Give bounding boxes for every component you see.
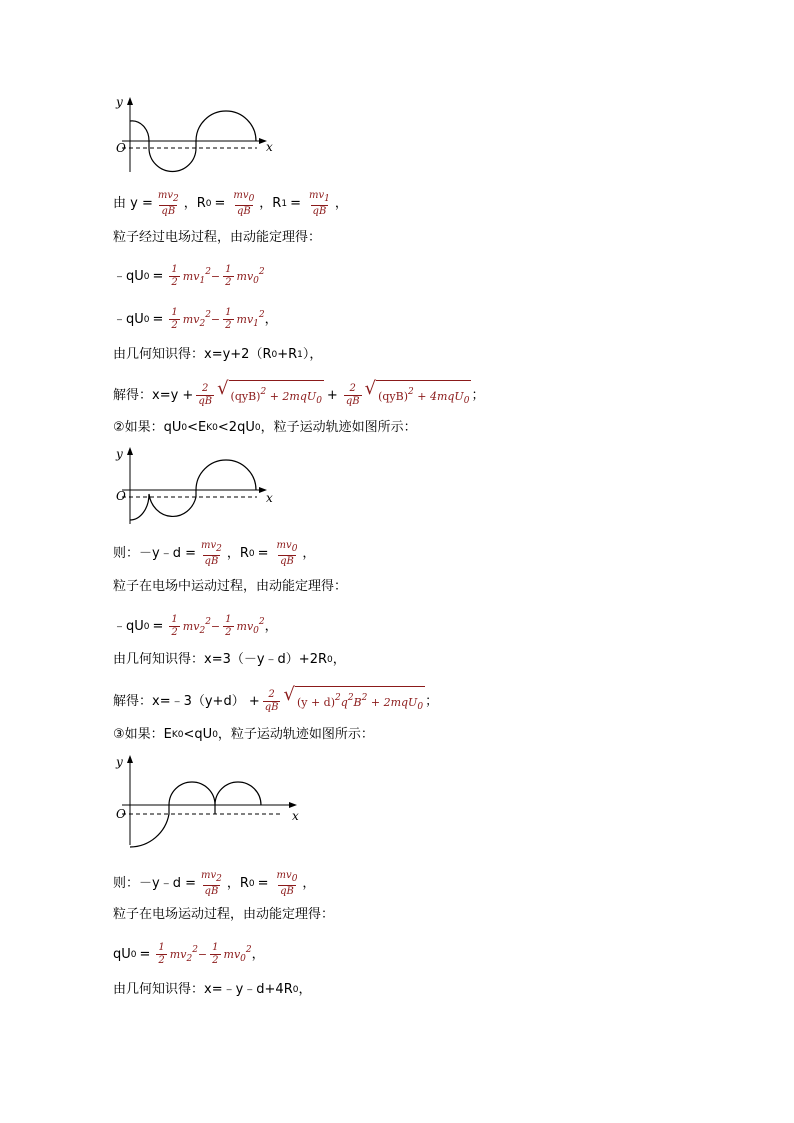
y-axis-label: y — [116, 95, 123, 109]
trajectory-diagram-1 — [112, 94, 282, 180]
solution-2: 解得：x=﹣3（y+d） + $\frac{2}{qB}$ √ $(y + d)^2q^2B^2 + 2mqU_0$ ； — [113, 686, 438, 717]
x-axis-label: x — [292, 809, 299, 823]
paragraph-energy-2: 粒子在电场中运动过程，由动能定理得： — [113, 579, 348, 594]
origin-label: O — [116, 141, 126, 155]
equation-energy-2: ﹣qU 0 = $\frac{1}{2}$ $mv_2^2-$ $\frac{1}{2}$ $mv_0^2$ ， — [113, 614, 278, 638]
x-axis-label: x — [266, 140, 273, 154]
y-axis-label: y — [116, 755, 123, 769]
case-3-heading: ③如果：E K0 <qU 0 ，粒子运动轨迹如图所示： — [113, 727, 374, 742]
x-axis-label: x — [266, 491, 273, 505]
text: 由 y = — [113, 196, 153, 211]
paragraph-energy-1: 粒子经过电场过程，由动能定理得： — [113, 230, 322, 245]
geometry-relation-3: 由几何知识得：x=﹣y﹣d+4R 0 ， — [113, 982, 312, 997]
trajectory-diagram-3 — [112, 750, 312, 850]
fraction: $\frac{mv0}{qB}$ — [233, 190, 255, 217]
case-2-heading: ②如果：qU 0 <E K0 <2qU 0 ，粒子运动轨迹如图所示： — [113, 420, 417, 435]
trajectory-figure-3 — [112, 750, 312, 854]
equation-energy-3: qU 0 = $\frac{1}{2}$ $mv_2^2-$ $\frac{1}{2}$ $mv_0^2$ ， — [113, 942, 265, 966]
equation-energy-1b: ﹣qU 0 = $\frac{1}{2}$ $mv_2^2-$ $\frac{1}{2}$ $mv_1^2$ ， — [113, 307, 278, 331]
geometry-relation-1: 由几何知识得：x=y+2（R 0 +R 1 ）， — [113, 347, 323, 362]
y-axis-label: y — [116, 447, 123, 461]
trajectory-figure-2 — [112, 444, 282, 534]
paragraph-energy-3: 粒子在电场运动过程，由动能定理得： — [113, 907, 335, 922]
origin-label: O — [116, 489, 126, 503]
text: ，R — [259, 196, 282, 211]
solution-1: 解得：x=y + $\frac{2}{qB}$ √ (qyB)$^2$ + 2mqU$_0$ + $\frac{2}{qB}$ √ (qyB)$^2$ + 4mqU$_0$ ； — [113, 380, 484, 411]
trajectory-diagram-2 — [112, 444, 282, 530]
text: ，R — [183, 196, 206, 211]
equation-energy-1a: ﹣qU 0 = $\frac{1}{2}$ $mv_1^2-$ $\frac{1}{2}$ $mv_0^2$ — [113, 264, 265, 288]
fraction: $\frac{mv2}{qB}$ — [157, 190, 179, 217]
fraction: $\frac{mv1}{qB}$ — [308, 190, 330, 217]
geometry-relation-2: 由几何知识得：x=3（－y﹣d）+2R 0 ， — [113, 652, 346, 667]
trajectory-figure-1 — [112, 94, 282, 184]
equation-radii-3: 则：－y﹣d = $\frac{mv2}{qB}$ ，R 0 = $\frac{mv0}{qB}$ ， — [113, 870, 316, 897]
origin-label: O — [116, 807, 126, 821]
equation-radii-1: 由 y = $\frac{mv2}{qB}$ ，R 0 = $\frac{mv0}{qB}$ ，R 1 = $\frac{mv1}{qB}$ ， — [113, 190, 348, 217]
equation-radii-2: 则：－y﹣d = $\frac{mv2}{qB}$ ，R 0 = $\frac{mv0}{qB}$ ， — [113, 540, 316, 567]
